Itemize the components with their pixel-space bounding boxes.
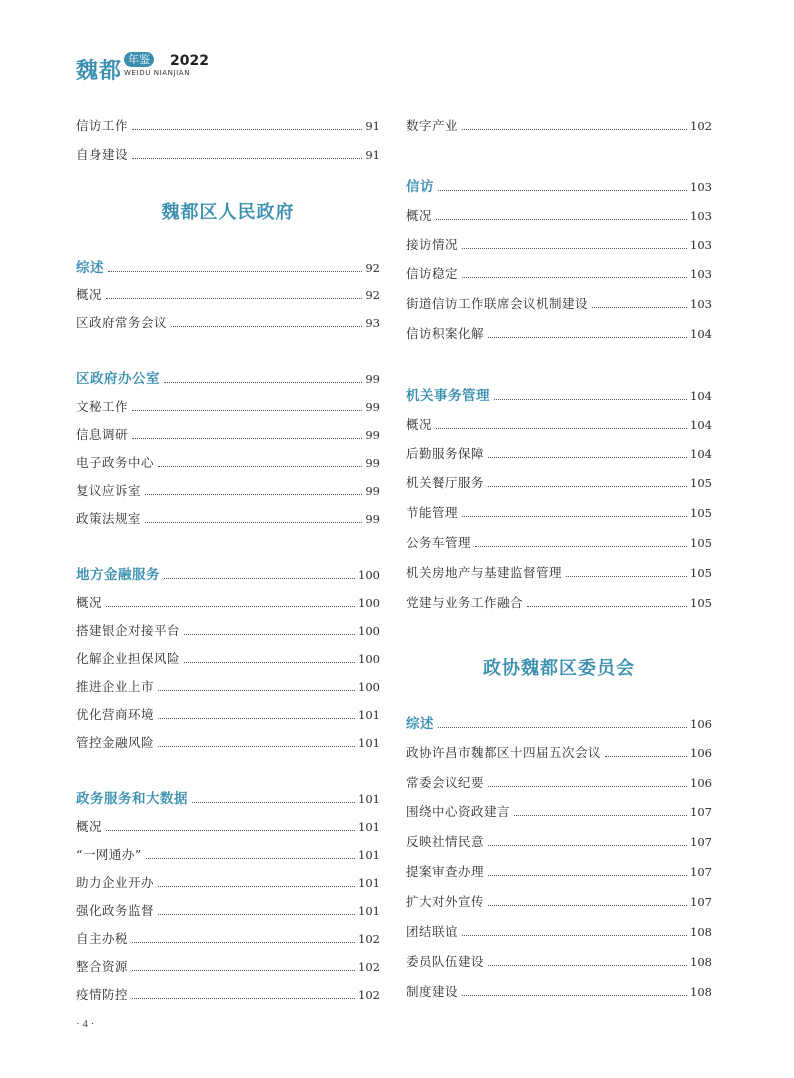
toc-entry [76,619,380,639]
toc-entry-title: 自身建设 [76,147,129,162]
toc-dot-leader [462,248,687,249]
toc-entry-title: 概况 [76,595,103,610]
toc-dot-leader [171,326,362,327]
toc-dot-leader [132,410,362,411]
toc-section-heading [76,367,380,387]
toc-entry [76,479,380,499]
toc-page-number: 101 [358,848,380,862]
toc-entry-title: 综述 [76,260,104,276]
toc-page-number: 106 [690,746,712,760]
toc-page-number: 103 [690,267,712,281]
toc-entry-title: 政策法规室 [76,511,142,526]
toc-dot-leader [108,271,362,272]
toc-entry-title: 党建与业务工作融合 [406,595,524,610]
toc-dot-leader [145,522,362,523]
toc-entry-title: 节能管理 [406,505,459,520]
toc-page-number: 99 [365,428,380,442]
toc-page-number: 108 [690,985,712,999]
toc-entry [76,899,380,919]
toc-dot-leader [488,486,687,487]
toc-dot-leader [488,965,687,966]
toc-page-number: 103 [690,180,712,194]
toc-entry-title: 信访 [406,179,434,195]
toc-dot-leader [132,970,355,971]
toc-page-number: 106 [690,717,712,731]
toc-entry-title: 街道信访工作联席会议机制建设 [406,296,589,311]
toc-page-number: 102 [358,960,380,974]
toc-dot-leader [184,662,355,663]
toc-dot-leader [158,746,355,747]
toc-dot-leader [158,914,355,915]
toc-entry-title: 机关房地产与基建监督管理 [406,565,563,580]
toc-dot-leader [494,399,687,400]
toc-section-heading [76,787,380,807]
toc-dot-leader [488,457,687,458]
toc-entry [76,955,380,975]
toc-page-number: 108 [690,925,712,939]
toc-entry-title: 机关餐厅服务 [406,475,485,490]
toc-page-number: 100 [358,652,380,666]
toc-dot-leader [132,942,355,943]
toc-entry [406,561,712,581]
toc-dot-leader [145,494,362,495]
toc-page-number: 102 [690,119,712,133]
toc-page-number: 101 [358,792,380,806]
toc-dot-leader [462,516,687,517]
toc-entry-title: 推进企业上市 [76,679,155,694]
toc-page-number: 102 [358,932,380,946]
toc-dot-leader [146,858,355,859]
toc-page-number: 92 [365,288,380,302]
toc-dot-leader [566,576,687,577]
toc-entry [406,950,712,970]
toc-entry [406,501,712,521]
toc-page-number: 91 [365,119,380,133]
toc-entry-title: 信访积案化解 [406,326,485,341]
toc-entry [76,451,380,471]
toc-section-heading [406,712,712,732]
toc-dot-leader [514,815,687,816]
toc-entry-title: 接访情况 [406,237,459,252]
toc-dot-leader [164,578,355,579]
toc-entry [76,843,380,863]
toc-page-number: 100 [358,568,380,582]
toc-entry [406,920,712,940]
toc-entry [406,771,712,791]
toc-entry-title: 信访稳定 [406,266,459,281]
toc-entry-title: 电子政务中心 [76,455,155,470]
toc-entry [406,531,712,551]
toc-dot-leader [488,905,687,906]
toc-entry [406,980,712,1000]
toc-entry-title: 团结联谊 [406,924,459,939]
toc-dot-leader [184,634,355,635]
toc-entry-title: 委员队伍建设 [406,954,485,969]
toc-dot-leader [438,727,687,728]
toc-dot-leader [436,428,687,429]
toc-dot-leader [132,998,355,999]
toc-dot-leader [462,935,687,936]
toc-dot-leader [158,466,362,467]
toc-entry [406,471,712,491]
toc-entry-title: 后勤服务保障 [406,446,485,461]
toc-entry-title: 强化政务监督 [76,903,155,918]
toc-entry-title: 优化营商环境 [76,707,155,722]
toc-entry [76,283,380,303]
toc-entry-title: 制度建设 [406,984,459,999]
toc-entry [76,927,380,947]
toc-entry-title: 数字产业 [406,118,459,133]
section-title-district-government: 魏都区人民政府 [161,202,295,223]
toc-page-number: 101 [358,736,380,750]
toc-entry [76,395,380,415]
toc-entry [76,731,380,751]
toc-dot-leader [488,337,687,338]
toc-section-heading [406,175,712,195]
toc-dot-leader [106,830,355,831]
toc-page-number: 103 [690,297,712,311]
toc-page-number: 100 [358,680,380,694]
toc-entry-title: 概况 [76,819,103,834]
toc-entry [406,233,712,253]
yearbook-badge: 年鉴 [124,52,154,67]
toc-entry-title: 化解企业担保风险 [76,651,181,666]
toc-dot-leader [106,606,355,607]
toc-page-number: 102 [358,988,380,1002]
toc-entry [76,311,380,331]
toc-entry-title: 信访工作 [76,118,129,133]
toc-entry-title: 疫情防控 [76,987,129,1002]
toc-page-number: 107 [690,895,712,909]
toc-entry-title: 政协许昌市魏都区十四届五次会议 [406,745,602,760]
toc-page-number: 100 [358,596,380,610]
toc-page-number: 104 [690,418,712,432]
toc-dot-leader [158,886,355,887]
toc-entry-title: 管控金融风险 [76,735,155,750]
toc-entry [76,983,380,1003]
toc-entry-title: 机关事务管理 [406,388,490,404]
toc-page-number: 107 [690,805,712,819]
toc-entry-title: 概况 [76,287,103,302]
toc-page-number: 103 [690,209,712,223]
toc-entry-title: 提案审查办理 [406,864,485,879]
toc-dot-leader [436,219,687,220]
toc-dot-leader [488,875,687,876]
toc-dot-leader [475,546,687,547]
toc-page-number: 105 [690,596,712,610]
section-title-cppcc: 政协魏都区委员会 [483,658,635,679]
toc-entry [406,800,712,820]
toc-dot-leader [164,382,362,383]
toc-entry-title: 围绕中心资政建言 [406,804,511,819]
toc-entry-title: 公务车管理 [406,535,472,550]
toc-dot-leader [462,277,687,278]
toc-entry-title: 区政府常务会议 [76,315,168,330]
toc-entry [406,442,712,462]
toc-entry-title: 概况 [406,208,433,223]
toc-entry [76,507,380,527]
toc-section-heading [406,384,712,404]
toc-entry [406,890,712,910]
toc-entry [406,741,712,761]
toc-section-heading [76,256,380,276]
toc-page-number: 100 [358,624,380,638]
toc-entry [406,830,712,850]
toc-entry [76,871,380,891]
toc-entry-title: 文秘工作 [76,399,129,414]
toc-dot-leader [592,307,687,308]
toc-page-number: 99 [365,512,380,526]
toc-page-number: 104 [690,447,712,461]
toc-dot-leader [158,690,355,691]
toc-entry-title: 概况 [406,417,433,432]
toc-page-number: 101 [358,904,380,918]
toc-entry-title: 扩大对外宣传 [406,894,485,909]
toc-entry-title: “一网通办” [76,847,142,862]
toc-entry [406,322,712,342]
toc-entry [76,675,380,695]
toc-entry [76,143,380,163]
toc-entry-title: 自主办税 [76,931,129,946]
toc-page-number: 107 [690,865,712,879]
toc-dot-leader [132,158,362,159]
toc-entry-title: 地方金融服务 [76,567,160,583]
toc-entry-title: 搭建银企对接平台 [76,623,181,638]
toc-page-number: 105 [690,566,712,580]
toc-entry-title: 综述 [406,716,434,732]
toc-dot-leader [158,718,355,719]
toc-entry [406,413,712,433]
toc-page-number: 104 [690,327,712,341]
toc-dot-leader [488,845,687,846]
toc-entry-title: 区政府办公室 [76,371,160,387]
toc-page-number: 105 [690,536,712,550]
toc-entry [406,292,712,312]
toc-entry-title: 反映社情民意 [406,834,485,849]
toc-dot-leader [605,756,687,757]
toc-page-number: 104 [690,389,712,403]
toc-entry-title: 助力企业开办 [76,875,155,890]
toc-entry [76,423,380,443]
toc-page-number: 99 [365,484,380,498]
toc-entry [406,262,712,282]
toc-page-number: 99 [365,372,380,386]
toc-page-number: 105 [690,476,712,490]
toc-page-number: 106 [690,776,712,790]
toc-dot-leader [488,786,687,787]
toc-entry-title: 信息调研 [76,427,129,442]
toc-page-number: 91 [365,148,380,162]
toc-entry [76,703,380,723]
toc-page-number: 99 [365,400,380,414]
toc-page-number: 99 [365,456,380,470]
toc-entry-title: 复议应诉室 [76,483,142,498]
yearbook-brand: 魏都 [76,58,123,84]
toc-page-number: 107 [690,835,712,849]
toc-entry-title: 政务服务和大数据 [76,791,188,807]
toc-entry [406,591,712,611]
toc-entry [406,860,712,880]
toc-page-number: 101 [358,708,380,722]
toc-entry-title: 常委会议纪要 [406,775,485,790]
toc-dot-leader [132,438,362,439]
toc-dot-leader [106,298,362,299]
toc-entry [76,591,380,611]
toc-page-number: 93 [365,316,380,330]
toc-entry [76,815,380,835]
toc-page-number: 101 [358,820,380,834]
toc-entry [406,114,712,134]
toc-entry [76,647,380,667]
toc-dot-leader [462,995,687,996]
toc-page-number: 105 [690,506,712,520]
toc-entry [76,114,380,134]
yearbook-pinyin: WEIDU NIANJIAN [124,69,191,77]
toc-page-number: 92 [365,261,380,275]
toc-entry [406,204,712,224]
page-number: · 4 · [76,1018,95,1030]
toc-section-heading [76,563,380,583]
toc-dot-leader [132,129,362,130]
toc-entry-title: 整合资源 [76,959,129,974]
toc-dot-leader [462,129,687,130]
toc-dot-leader [438,190,687,191]
toc-dot-leader [192,802,355,803]
toc-dot-leader [527,606,687,607]
yearbook-year: 2022 [170,53,209,69]
toc-page-number: 103 [690,238,712,252]
toc-page-number: 108 [690,955,712,969]
toc-page-number: 101 [358,876,380,890]
